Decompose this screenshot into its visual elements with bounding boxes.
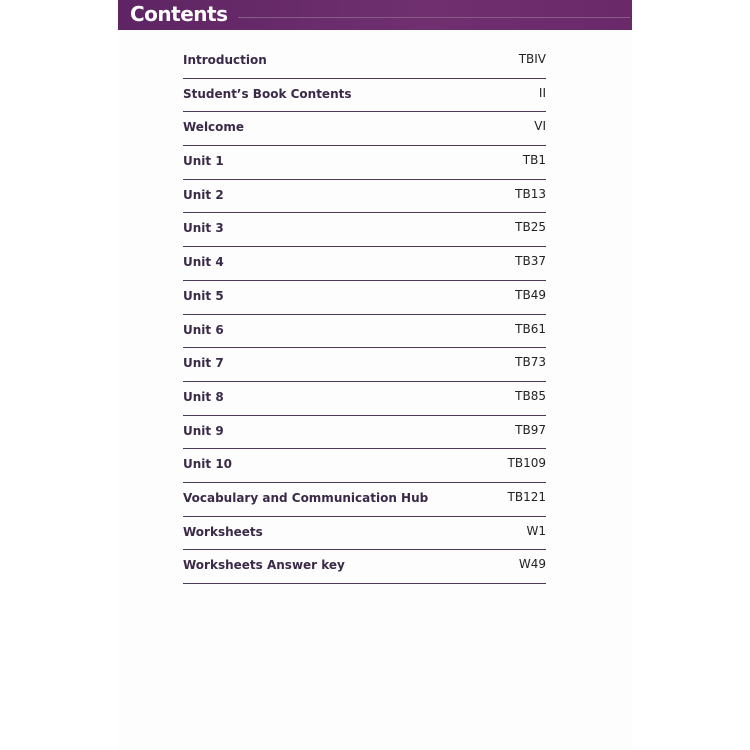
toc-entry-label: Unit 8 bbox=[183, 389, 224, 404]
toc-entry-label: Unit 5 bbox=[183, 288, 224, 303]
toc-entry-page: W1 bbox=[526, 523, 546, 538]
toc-entry-page: TB37 bbox=[515, 254, 546, 269]
toc-entry-page: II bbox=[538, 85, 546, 100]
toc-entry-page: TB25 bbox=[515, 220, 546, 235]
toc-entry-label: Worksheets Answer key bbox=[183, 558, 345, 573]
toc-entry bbox=[183, 382, 546, 416]
toc-entry-page: TB49 bbox=[515, 287, 546, 302]
toc-entry-label: Worksheets bbox=[183, 524, 263, 539]
toc-entry-label: Vocabulary and Communication Hub bbox=[183, 490, 429, 505]
toc-entry-label: Unit 9 bbox=[183, 423, 224, 438]
toc-entry-label: Unit 1 bbox=[183, 154, 224, 169]
header-rule bbox=[238, 17, 630, 18]
toc-entry bbox=[183, 348, 546, 382]
toc-entry bbox=[183, 45, 546, 79]
toc-entry-label: Unit 7 bbox=[183, 356, 224, 371]
toc-entry bbox=[183, 517, 546, 551]
toc-entry-label: Unit 2 bbox=[183, 187, 224, 202]
toc-entry-page: TB85 bbox=[515, 388, 546, 403]
toc-entry-page: TBIV bbox=[518, 52, 546, 66]
toc-entry bbox=[183, 180, 546, 214]
table-of-contents bbox=[183, 45, 546, 584]
toc-entry bbox=[183, 146, 546, 180]
toc-entry bbox=[183, 281, 546, 315]
toc-entry-label: Unit 4 bbox=[183, 255, 224, 270]
toc-entry bbox=[183, 247, 546, 281]
toc-entry bbox=[183, 79, 546, 113]
toc-entry bbox=[183, 550, 546, 584]
toc-entry-page: W49 bbox=[518, 557, 546, 572]
toc-entry-page: TB13 bbox=[515, 186, 546, 201]
toc-entry-label: Unit 6 bbox=[183, 322, 224, 337]
toc-entry-page: TB97 bbox=[515, 422, 546, 437]
toc-entry-label: Unit 3 bbox=[183, 221, 224, 236]
toc-entry bbox=[183, 213, 546, 247]
toc-entry bbox=[183, 112, 546, 146]
toc-entry-label: Unit 10 bbox=[183, 457, 233, 472]
toc-entry-page: TB1 bbox=[522, 153, 546, 168]
toc-entry-page: TB121 bbox=[507, 489, 546, 504]
toc-entry-page: TB73 bbox=[515, 355, 546, 370]
toc-entry-label: Student’s Book Contents bbox=[183, 86, 352, 101]
toc-entry-label: Introduction bbox=[183, 53, 267, 67]
toc-entry bbox=[183, 416, 546, 450]
toc-entry-page: TB109 bbox=[507, 456, 546, 471]
toc-entry bbox=[183, 315, 546, 349]
toc-entry bbox=[183, 483, 546, 517]
toc-entry bbox=[183, 449, 546, 483]
toc-entry-page: TB61 bbox=[515, 321, 546, 336]
toc-entry-page: VI bbox=[534, 119, 546, 134]
page-title: Contents bbox=[130, 2, 228, 26]
toc-entry-label: Welcome bbox=[183, 120, 245, 135]
contents-header-band bbox=[118, 0, 632, 30]
